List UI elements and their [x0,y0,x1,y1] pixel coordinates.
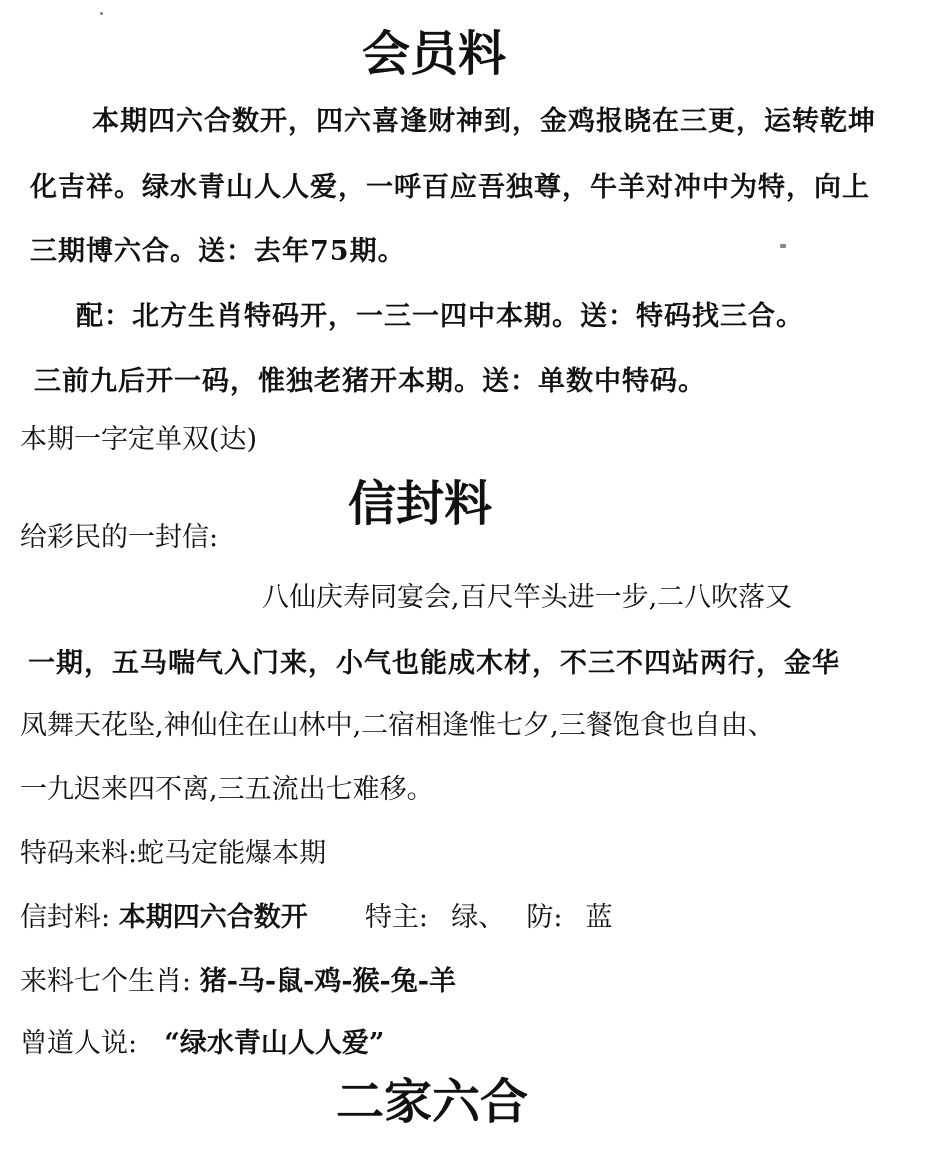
poem-line-1: 八仙庆寿同宴会,百尺竿头进一步,二八吹落又 [262,582,793,613]
member-line-2: 化吉祥。绿水青山人人爱，一呼百应吾独尊，牛羊对冲中为特，向上 [30,172,870,203]
envelope-row [20,904,613,931]
poem-line-4: 一九迟来四不离,三五流出七难移。 [20,774,434,805]
section-title-second-house: 二家六合 [336,1074,529,1130]
letter-intro: 给彩民的一封信: [20,522,219,553]
taoist-label: 曾道人说: [20,1028,138,1059]
envelope-value: 本期四六合数开 [118,902,308,933]
poem-line-3: 凤舞天花坠,神仙住在山林中,二宿相逢惟七夕,三餐饱食也自由、 [20,710,775,741]
scan-speck [780,244,786,248]
main-label: 特主: [364,902,428,933]
section-title-envelope: 信封料 [348,476,493,532]
scan-speck [100,12,103,15]
poem-line-2: 一期，五马喘气入门来，小气也能成木材，不三不四站两行，金华 [28,648,840,679]
special-source: 特码来料:蛇马定能爆本期 [20,838,327,869]
member-line-5: 三前九后开一码，惟独老猪开本期。送：单数中特码。 [34,366,706,397]
guard-value: 蓝 [585,902,613,933]
zodiac-value: 猪-马-鼠-鸡-猴-兔-羊 [199,966,456,997]
taoist-value: “绿水青山人人爱” [164,1028,385,1059]
guard-label: 防: [526,902,563,933]
member-line-3: 三期博六合。送：去年75期。 [30,236,406,267]
zodiac-row [20,968,456,995]
envelope-label: 信封料: [20,902,111,933]
single-double-pick: 本期一字定单双(达) [20,424,258,455]
section-title-member: 会员料 [362,26,507,82]
main-value: 绿、 [451,902,506,933]
taoist-row [20,1030,384,1057]
zodiac-label: 来料七个生肖: [20,966,192,997]
member-line-4: 配：北方生肖特码开，一三一四中本期。送：特码找三合。 [76,301,804,332]
member-line-1: 本期四六合数开，四六喜逢财神到，金鸡报晓在三更，运转乾坤 [92,106,876,137]
